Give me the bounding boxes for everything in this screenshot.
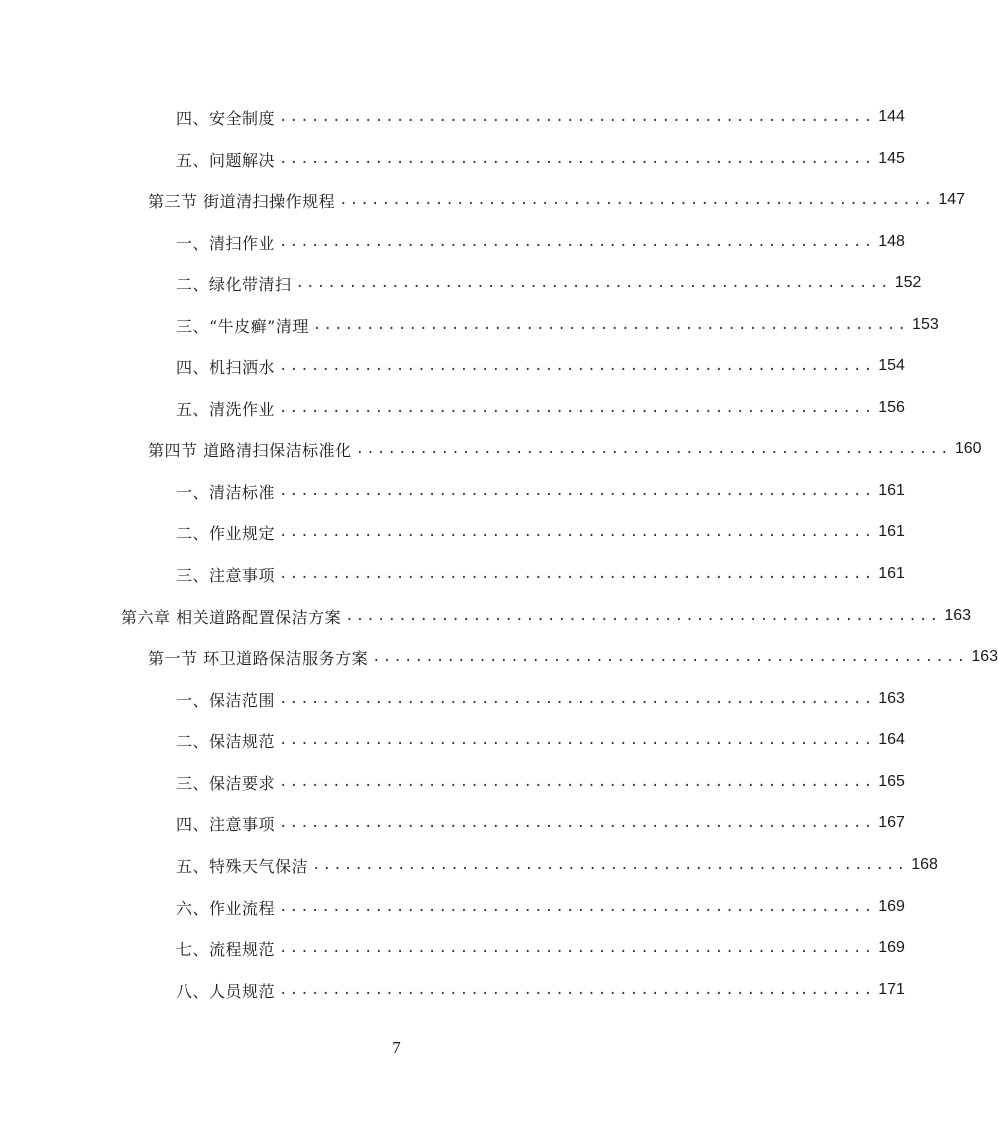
toc-entry-title: 四、注意事项: [176, 814, 276, 834]
toc-entry-page: 169: [878, 898, 905, 915]
toc-entry-page: 165: [878, 773, 905, 790]
toc-entry-title: 四、安全制度: [176, 108, 276, 128]
toc-entry[interactable]: [176, 393, 905, 423]
toc-entry[interactable]: [176, 102, 905, 132]
toc-entry[interactable]: [176, 476, 905, 506]
dot-leader: ........................................................: [279, 151, 875, 167]
toc-entry-page: 148: [878, 233, 905, 250]
dot-leader: ........................................................: [279, 940, 875, 956]
toc-entry-title: 五、清洗作业: [176, 399, 276, 419]
toc-entry[interactable]: [176, 933, 905, 963]
dot-leader: ........................................................: [279, 982, 875, 998]
toc-entry-page: 161: [878, 565, 905, 582]
toc-entry[interactable]: [148, 434, 982, 464]
toc-entry-page: 169: [878, 939, 905, 956]
toc-entry-page: 164: [878, 731, 905, 748]
dot-leader: ........................................................: [355, 441, 951, 457]
dot-leader: ........................................................: [295, 275, 891, 291]
toc-entry-title: 三、保洁要求: [176, 773, 276, 793]
toc-entry[interactable]: [176, 892, 905, 922]
toc-entry-title: 第六章 相关道路配置保洁方案: [121, 607, 342, 627]
toc-entry-page: 152: [894, 274, 922, 291]
dot-leader: ........................................................: [279, 400, 875, 416]
toc-entry-page: 167: [878, 814, 905, 831]
toc-entry-title: 五、特殊天气保洁: [176, 856, 309, 876]
toc-entry[interactable]: [176, 351, 905, 381]
dot-leader: ........................................................: [372, 649, 968, 665]
toc-entry-title: 二、作业规定: [176, 523, 276, 543]
toc-entry-title: 第四节 道路清扫保洁标准化: [148, 440, 352, 460]
dot-leader: ........................................................: [279, 815, 875, 831]
toc-entry[interactable]: [176, 975, 905, 1005]
toc-entry-page: 144: [878, 108, 905, 125]
dot-leader: ........................................................: [279, 109, 875, 125]
toc-entry[interactable]: [176, 268, 922, 298]
dot-leader: ........................................................: [279, 774, 875, 790]
dot-leader: ........................................................: [279, 566, 875, 582]
toc-entry[interactable]: [176, 684, 905, 714]
dot-leader: ........................................................: [279, 524, 875, 540]
toc-entry[interactable]: [148, 185, 966, 215]
toc-entry-title: 八、人员规范: [176, 981, 276, 1001]
toc-entry-title: 四、机扫洒水: [176, 357, 276, 377]
toc-entry[interactable]: [176, 808, 905, 838]
toc-entry-title: 一、清扫作业: [176, 233, 276, 253]
toc-entry-page: 147: [938, 191, 966, 208]
toc-entry-title: 第一节 环卫道路保洁服务方案: [148, 648, 369, 668]
dot-leader: ........................................................: [279, 691, 875, 707]
dot-leader: ........................................................: [279, 899, 875, 915]
toc-entry-page: 161: [878, 482, 905, 499]
toc-entry-page: 160: [954, 440, 982, 457]
toc-entry-page: 156: [878, 399, 905, 416]
toc-entry[interactable]: [176, 725, 905, 755]
toc-entry-page: 168: [911, 856, 938, 873]
toc-entry-page: 171: [878, 981, 905, 998]
page-number: 7: [392, 1038, 401, 1057]
toc-entry-page: 153: [912, 316, 939, 333]
toc-entry-title: 六、作业流程: [176, 898, 276, 918]
dot-leader: ........................................................: [339, 192, 935, 208]
toc-entry-page: 163: [971, 648, 998, 665]
toc-entry-title: 第三节 街道清扫操作规程: [148, 191, 336, 211]
toc-entry[interactable]: [176, 559, 905, 589]
dot-leader: ........................................................: [279, 358, 875, 374]
toc-entry[interactable]: [121, 601, 972, 631]
toc-entry-page: 163: [944, 607, 972, 624]
toc-entry[interactable]: [148, 642, 998, 672]
toc-entry-page: 145: [878, 150, 905, 167]
dot-leader: ........................................................: [279, 732, 875, 748]
dot-leader: ........................................................: [312, 317, 909, 333]
toc-entry-page: 161: [878, 523, 905, 540]
toc-entry-title: 二、保洁规范: [176, 731, 276, 751]
toc-entry-title: 一、清洁标准: [176, 482, 276, 502]
dot-leader: ........................................................: [345, 608, 941, 624]
toc-entry[interactable]: [176, 144, 905, 174]
toc-entry-title: 三、注意事项: [176, 565, 276, 585]
toc-entry-title: 三、“牛皮癣”清理: [176, 316, 309, 336]
toc-entry[interactable]: [176, 227, 905, 257]
toc-entry-title: 五、问题解决: [176, 150, 276, 170]
toc-entry-title: 七、流程规范: [176, 939, 276, 959]
toc-entry[interactable]: [176, 310, 939, 340]
dot-leader: ........................................................: [279, 234, 875, 250]
toc-entry-title: 一、保洁范围: [176, 690, 276, 710]
dot-leader: ........................................................: [279, 483, 875, 499]
toc-entry[interactable]: [176, 850, 938, 880]
dot-leader: ........................................................: [312, 857, 908, 873]
toc-entry-page: 154: [878, 357, 905, 374]
toc-entry-title: 二、绿化带清扫: [176, 274, 292, 294]
toc-entry-page: 163: [878, 690, 905, 707]
toc-entry[interactable]: [176, 517, 905, 547]
toc-entry[interactable]: [176, 767, 905, 797]
